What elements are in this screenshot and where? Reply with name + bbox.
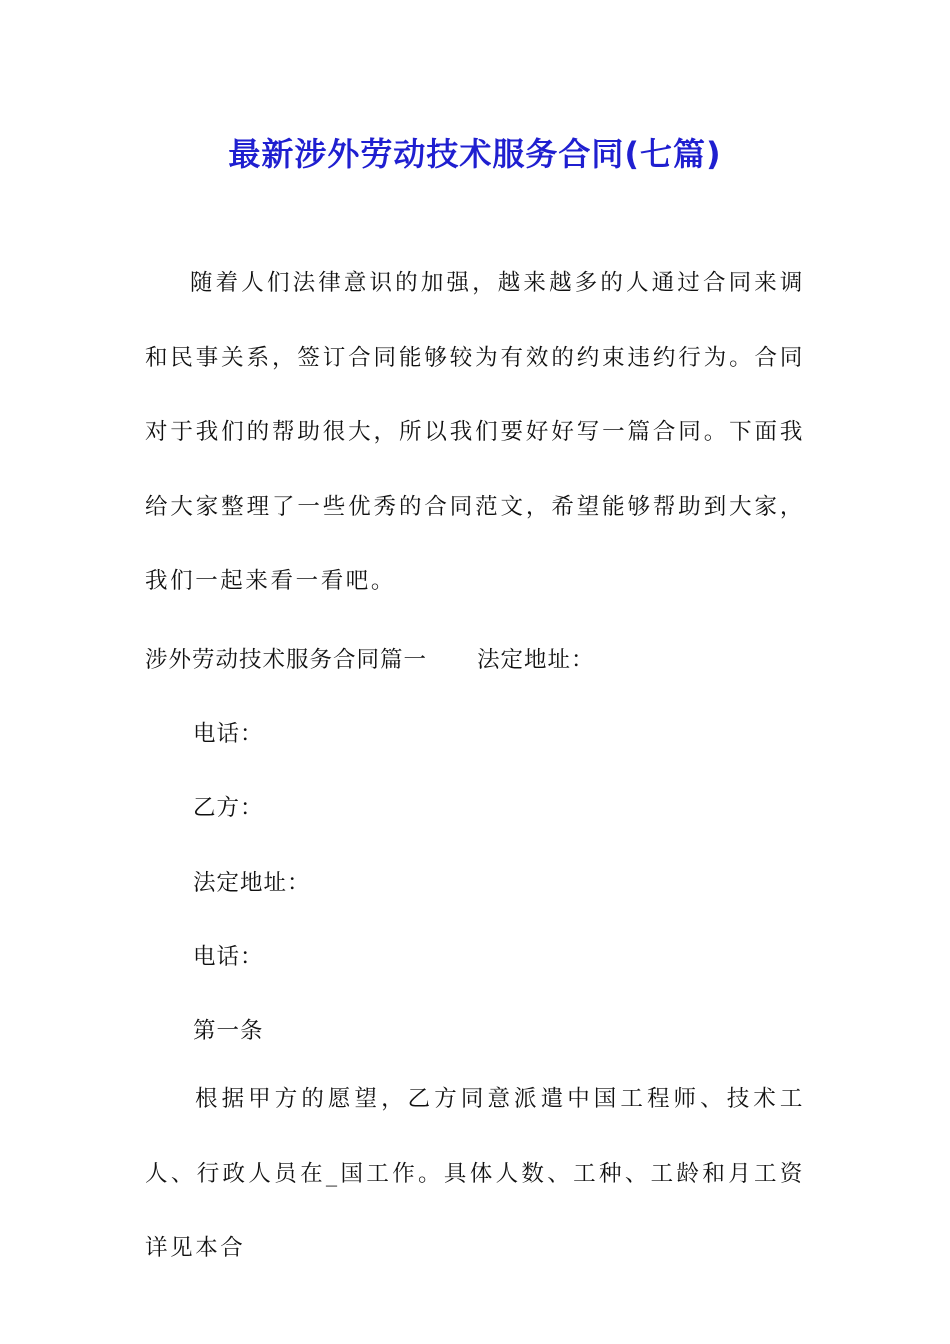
article-1-title: 第一条	[193, 1018, 264, 1044]
section-heading-line	[145, 640, 595, 680]
party-b-field-label: 乙方：	[193, 795, 264, 821]
intro-paragraph: 随着人们法律意识的加强，越来越多的人通过合同来调和民事关系，签订合同能够较为有效的约束违约行为。合同对于我们的帮助很大，所以我们要好好写一篇合同。下面我给大家整理了一些优秀的合同范文，希望能够帮助到大家，我们一起来看一看吧。	[145, 270, 805, 594]
phone-field-label: 电话：	[193, 721, 264, 747]
section-heading-address-label: 法定地址：	[477, 647, 595, 673]
section-heading: 涉外劳动技术服务合同篇一	[145, 647, 428, 673]
article-1-paragraph: 根据甲方的愿望，乙方同意派遣中国工程师、技术工人、行政人员在_国工作。具体人数、工种、工龄和月工资详见本合	[145, 1086, 805, 1261]
address-field-label: 法定地址：	[193, 870, 311, 896]
phone-field-label-second: 电话：	[193, 944, 264, 970]
document-title: 最新涉外劳动技术服务合同(七篇)	[228, 135, 722, 173]
